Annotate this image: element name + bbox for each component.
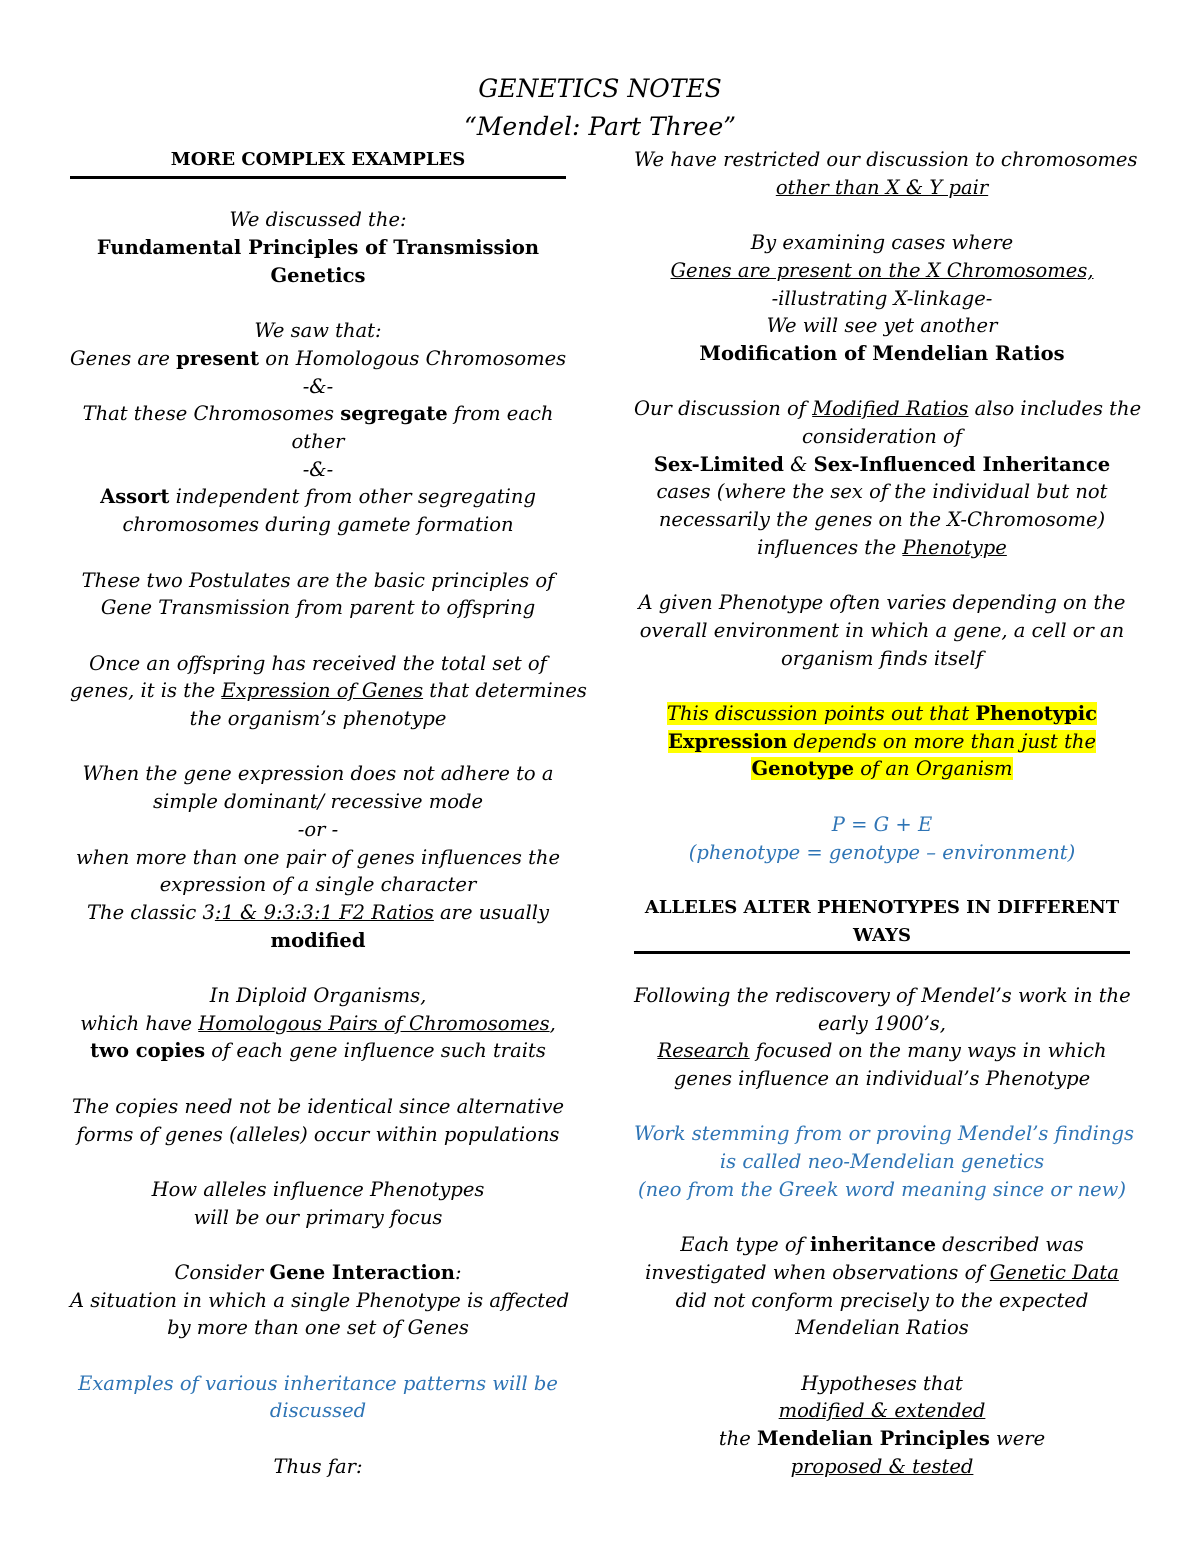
paragraph-line: the organism’s phenotype [189,707,447,730]
paragraph-line: Mendelian Ratios [795,1316,969,1340]
text-run-underlined: :1 & 9:3:3:1 F2 Ratios [214,900,434,924]
spacer [634,201,1130,229]
highlighted-line [634,755,1130,783]
paragraph-line [70,1259,566,1287]
paragraph-line [634,1231,1130,1259]
paragraph-line: We saw that: [254,319,382,343]
paragraph-line: consideration of [802,425,962,448]
spacer [634,368,1130,396]
paragraph-line: overall environment in which a gene, a cell or an [639,618,1125,642]
paragraph-line [634,1425,1130,1453]
text-run: on Homologous Chromosomes [259,346,567,370]
paragraph-line-blue: is called neo-Mendelian genetics [719,1150,1045,1174]
formula-line: P = G + E [831,812,933,836]
text-run: Each type of [680,1233,811,1257]
paragraph-line [634,1259,1130,1287]
spacer [70,539,566,567]
highlighted-line [634,700,1130,728]
text-run: of each gene influence such traits [205,1039,546,1063]
paragraph-line: when more than one pair of genes influences the [75,845,561,869]
paragraph-line [70,400,566,428]
text-run: investigated when observations of [645,1260,990,1284]
text-run-underlined: Modified Ratios [812,397,969,421]
text-run: genes, it is the [70,679,222,703]
text-run-bold: Assort [100,485,170,509]
paragraph-line-underlined: modified & extended [778,1399,986,1423]
text-run: Genes are [70,346,177,370]
paragraph-line: other [291,430,345,453]
highlight-run [751,757,1012,780]
paragraph-line: forms of genes (alleles) occur within populations [76,1122,560,1146]
paragraph-line: cases (where the sex of the individual but not [656,480,1108,504]
paragraph-line [634,451,1130,479]
paragraph-line: early 1900’s, [818,1011,946,1035]
paragraph-line: -&- [302,374,334,398]
spacer [634,1342,1130,1370]
paragraph-line: -or - [297,817,339,841]
paragraph-line-underlined: Genes are present on the X Chromosomes, [670,258,1094,282]
text-run: Our discussion of [634,397,813,421]
paragraph-line [634,1037,1130,1065]
spacer [634,954,1130,982]
section-heading-alleles-cont: WAYS [853,924,911,946]
spacer [70,1231,566,1259]
text-run-underlined: Research [657,1039,750,1063]
text-run: the [718,1427,757,1451]
left-column [70,146,587,1481]
text-run-bold: Mendelian Principles [756,1427,990,1451]
text-run-underlined: Expression of Genes [221,679,424,703]
text-run-bold: two copies [90,1039,206,1063]
paragraph-line [70,1010,566,1038]
paragraph-line: did not conform precisely to the expected [675,1288,1089,1312]
section-heading-alleles: ALLELES ALTER PHENOTYPES IN DIFFERENT [644,896,1120,918]
paragraph-line: Following the rediscovery of Mendel’s work in the [634,983,1131,1007]
spacer [70,733,566,761]
spacer [634,1093,1130,1121]
paragraph-line: A situation in which a single Phenotype is affected [70,1288,570,1312]
spacer [70,1065,566,1093]
paragraph-line-bold: modified [270,928,366,952]
text-run-bold: Genotype [751,757,855,781]
paragraph-line: When the gene expression does not adhere to a [82,762,554,786]
text-run: focused on the many ways in which [749,1039,1107,1063]
text-run: That these Chromosomes [82,402,341,426]
text-run: described was [935,1233,1084,1257]
text-run-bold: inheritance [810,1233,936,1257]
paragraph-line: chromosomes during gamete formation [122,513,514,537]
text-run-bold: segregate [340,402,448,426]
paragraph-line [70,483,566,511]
paragraph-line: organism finds itself [781,646,983,670]
text-run: of an Organism [854,757,1013,781]
text-run-underlined: Genetic Data [989,1260,1119,1284]
paragraph-line: A given Phenotype often varies depending on the [638,591,1126,615]
paragraph-line-underlined: proposed & tested [790,1454,974,1478]
paragraph-line: We discussed the: [229,208,407,232]
spacer [70,622,566,650]
paragraph-line: will be our primary focus [193,1205,443,1229]
formula-explanation: (phenotype = genotype – environment) [688,840,1076,864]
spacer [634,562,1130,590]
text-run: This discussion points out that [666,702,976,725]
text-run-bold: Sex-Influenced Inheritance [813,452,1111,476]
text-run: Consider [174,1260,270,1284]
paragraph-line-bold: Modification of Mendelian Ratios [699,341,1065,365]
spacer [634,1204,1130,1232]
text-run: : [454,1260,462,1284]
paragraph-line: These two Postulates are the basic principles of [81,568,555,592]
paragraph-line: simple dominant/ recessive mode [152,790,484,814]
spacer [70,1148,566,1176]
text-run-bold: Sex-Limited [653,452,784,476]
spacer [634,783,1130,811]
text-run-bold: Expression [668,729,788,753]
text-run: influences the [757,535,903,559]
text-run: which have [80,1011,199,1035]
paragraph-line-blue: Examples of various inheritance patterns will be [78,1371,558,1395]
paragraph-line-blue: discussed [269,1399,367,1423]
paragraph-line: expression of a single character [159,873,477,897]
document-title: GENETICS NOTES [478,74,722,103]
paragraph-line: -illustrating X-linkage- [771,286,993,310]
text-run: from each [447,402,554,426]
paragraph-line-blue: Work stemming from or proving Mendel’s findings [634,1122,1134,1146]
paragraph-line: -&- [302,457,334,481]
paragraph-line-blue: (neo from the Greek word meaning since or new) [638,1177,1126,1201]
highlighted-line [634,728,1130,756]
text-run: depends on more than just the [787,729,1096,753]
paragraph-line: By examining cases where [750,231,1014,255]
text-run: were [989,1427,1046,1451]
paragraph-line: We will see yet another [766,314,998,338]
document-subtitle: “Mendel: Part Three” [463,112,737,141]
text-run: independent from other segregating [169,485,536,509]
text-run: that determines [423,679,587,703]
paragraph-line: In Diploid Organisms, [209,984,427,1007]
spacer [70,179,566,207]
spacer [70,1425,566,1453]
spacer [70,290,566,318]
paragraph-line: Once an offspring has received the total set of [89,651,547,675]
paragraph-line [70,899,566,927]
paragraph-line [70,677,587,705]
spacer [70,954,566,982]
highlight-run [667,702,1097,725]
spacer [634,866,1130,894]
spacer [634,672,1130,700]
text-run-underlined: Phenotype [902,535,1007,559]
paragraph-line [70,1037,566,1065]
paragraph-line: We have restricted our discussion to chromosomes [634,148,1138,171]
text-run-bold: present [176,346,259,370]
right-column [634,146,1142,1481]
text-run-bold: Phenotypic [975,702,1098,725]
section-heading-complex-examples: MORE COMPLEX EXAMPLES [170,149,466,170]
paragraph-line: Hypotheses that [801,1371,963,1395]
paragraph-line: The copies need not be identical since alternative [71,1094,564,1118]
text-run: are usually [433,900,549,924]
text-run-bold: Gene Interaction [269,1260,455,1284]
text-run: The classic 3 [87,900,215,924]
paragraph-line-underlined: other than X & Y pair [775,175,989,199]
highlight-run [668,730,1096,753]
text-run: & [783,452,814,476]
paragraph-line [634,395,1142,423]
text-run: , [549,1011,556,1035]
text-run: also includes the [968,397,1142,421]
paragraph-line: Thus far: [273,1454,363,1478]
text-run-underlined: Homologous Pairs of Chromosomes [198,1011,550,1035]
paragraph-line: by more than one set of Genes [167,1316,469,1340]
paragraph-line: Gene Transmission from parent to offspring [100,596,536,620]
paragraph-line: How alleles influence Phenotypes [151,1177,485,1201]
paragraph-line [634,534,1130,562]
paragraph-line: genes influence an individual’s Phenotype [673,1067,1091,1091]
paragraph-line [70,345,566,373]
paragraph-line: necessarily the genes on the X-Chromosome) [658,508,1106,532]
spacer [70,1342,566,1370]
paragraph-line-bold: Genetics [270,263,366,287]
paragraph-line-bold: Fundamental Principles of Transmission [96,236,540,260]
